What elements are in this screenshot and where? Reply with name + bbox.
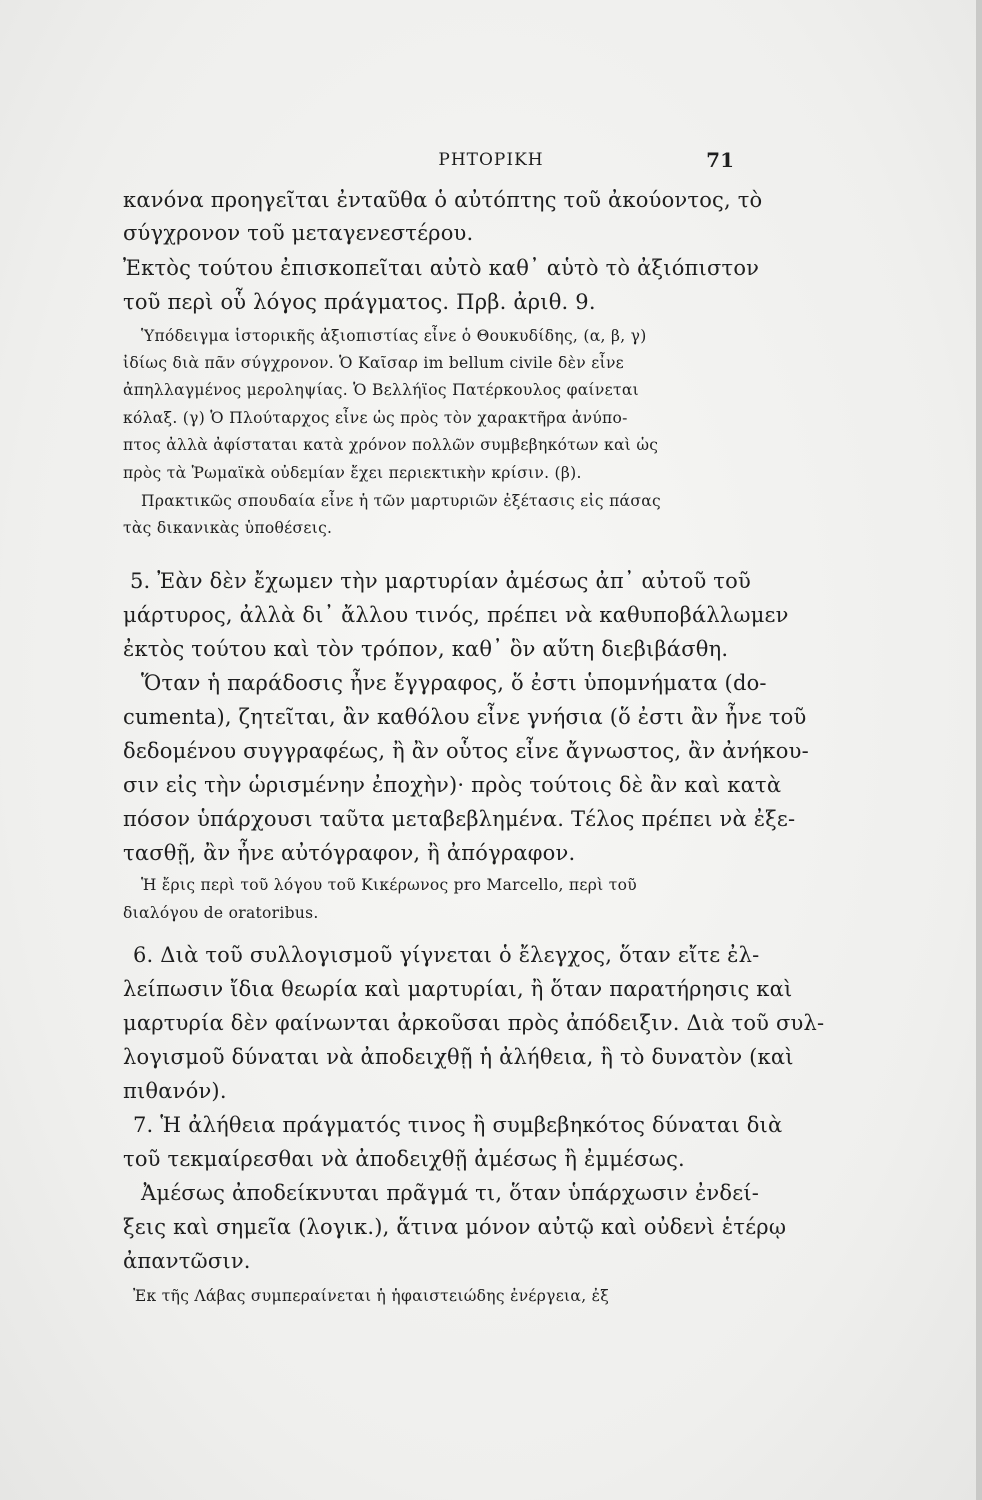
text-line: τοῦ τεκμαίρεσθαι νὰ ἀποδειχθῇ ἀμέσως ἢ ἐμμέσως. <box>123 1147 685 1171</box>
running-header <box>0 150 982 180</box>
text-line: πόσον ὑπάρχουσι ταῦτα μεταβεβλημένα. Τέλος πρέπει νὰ ἐξε- <box>123 807 796 831</box>
note-line: κόλαξ. (γ) Ὁ Πλούταρχος εἶνε ὡς πρὸς τὸν χαρακτῆρα ἀνύπο- <box>123 409 628 427</box>
page-number: 71 <box>706 148 734 172</box>
text-line: κανόνα προηγεῖται ἐνταῦθα ὁ αὐτόπτης τοῦ ἀκούοντος, τὸ <box>123 188 763 212</box>
text-line: πιθανόν). <box>123 1079 227 1103</box>
text-line: ἐκτὸς τούτου καὶ τὸν τρόπον, καθ᾽ ὃν αὕτη διεβιβάσθη. <box>123 637 729 661</box>
text-line: ἀπαντῶσιν. <box>123 1249 251 1273</box>
text-line: Ἀμέσως ἀποδείκνυται πρᾶγμά τι, ὅταν ὑπάρχωσιν ἐνδεί- <box>141 1181 760 1205</box>
page-edge <box>976 0 982 1500</box>
text-line: Ἐκτὸς τούτου ἐπισκοπεῖται αὐτὸ καθ᾽ αὑτὸ τὸ ἀξιόπιστον <box>123 256 760 280</box>
note-line: τὰς δικανικὰς ὑποθέσεις. <box>123 519 333 537</box>
text-line: 5. Ἐὰν δὲν ἔχωμεν τὴν μαρτυρίαν ἀμέσως ἀπ᾽ αὐτοῦ τοῦ <box>130 569 751 593</box>
text-line: τοῦ περὶ οὗ λόγος πράγματος. Πρβ. ἀριθ. 9. <box>123 290 596 314</box>
text-line: ξεις καὶ σημεῖα (λογικ.), ἅτινα μόνον αὐτῷ καὶ οὐδενὶ ἑτέρῳ <box>123 1215 787 1239</box>
text-line: Ὅταν ἡ παράδοσις ἦνε ἔγγραφος, ὅ ἐστι ὑπομνήματα (do- <box>141 671 767 695</box>
note-line: πρὸς τὰ Ῥωμαϊκὰ οὐδεμίαν ἔχει περιεκτικὴν κρίσιν. (β). <box>123 464 582 482</box>
text-line: μάρτυρος, ἀλλὰ δι᾽ ἄλλου τινός, πρέπει νὰ καθυποβάλλωμεν <box>123 603 789 627</box>
note-line: ἰδίως διὰ πᾶν σύγχρονον. Ὁ Καῖσαρ im bellum civile δὲν εἶνε <box>123 354 624 372</box>
note-line: Ἡ ἔρις περὶ τοῦ λόγου τοῦ Κικέρωνος pro Marcello, περὶ τοῦ <box>141 876 637 894</box>
note-line: Πρακτικῶς σπουδαία εἶνε ἡ τῶν μαρτυριῶν ἐξέτασις εἰς πάσας <box>141 492 661 510</box>
text-line: δεδομένου συγγραφέως, ἢ ἂν οὗτος εἶνε ἄγνωστος, ἂν ἀνήκου- <box>123 739 809 763</box>
note-line: διαλόγου de oratoribus. <box>123 904 319 922</box>
text-line: λείπωσιν ἴδια θεωρία καὶ μαρτυρίαι, ἢ ὅταν παρατήρησις καὶ <box>123 977 793 1001</box>
header-title: ΡΗΤΟΡΙΚΗ <box>438 150 544 170</box>
text-line: λογισμοῦ δύναται νὰ ἀποδειχθῇ ἡ ἀλήθεια, ἢ τὸ δυνατὸν (καὶ <box>123 1045 794 1069</box>
note-line: πτος ἀλλὰ ἀφίσταται κατὰ χρόνον πολλῶν συμβεβηκότων καὶ ὡς <box>123 436 659 454</box>
text-line: σιν εἰς τὴν ὡρισμένην ἐποχὴν)· πρὸς τούτοις δὲ ἂν καὶ κατὰ <box>123 773 782 797</box>
text-line: τασθῇ, ἂν ἦνε αὐτόγραφον, ἢ ἀπόγραφον. <box>123 841 576 865</box>
text-line: cumenta), ζητεῖται, ἂν καθόλου εἶνε γνήσια (ὅ ἐστι ἂν ἦνε τοῦ <box>123 705 807 729</box>
text-line: σύγχρονον τοῦ μεταγενεστέρου. <box>123 221 474 245</box>
note-line: ἀπηλλαγμένος μεροληψίας. Ὁ Βελλήϊος Πατέρκουλος φαίνεται <box>123 381 639 399</box>
text-line: 6. Διὰ τοῦ συλλογισμοῦ γίγνεται ὁ ἔλεγχος, ὅταν εἴτε ἐλ- <box>133 943 760 967</box>
text-line: μαρτυρία δὲν φαίνωνται ἀρκοῦσαι πρὸς ἀπόδειξιν. Διὰ τοῦ συλ- <box>123 1011 825 1035</box>
note-line: Ἐκ τῆς Λάβας συμπεραίνεται ἡ ἡφαιστειώδης ἐνέργεια, ἐξ <box>133 1287 610 1305</box>
note-line: Ὑπόδειγμα ἱστορικῆς ἀξιοπιστίας εἶνε ὁ Θουκυδίδης, (α, β, γ) <box>141 327 647 345</box>
text-line: 7. Ἡ ἀλήθεια πράγματός τινος ἢ συμβεβηκότος δύναται διὰ <box>133 1113 783 1137</box>
